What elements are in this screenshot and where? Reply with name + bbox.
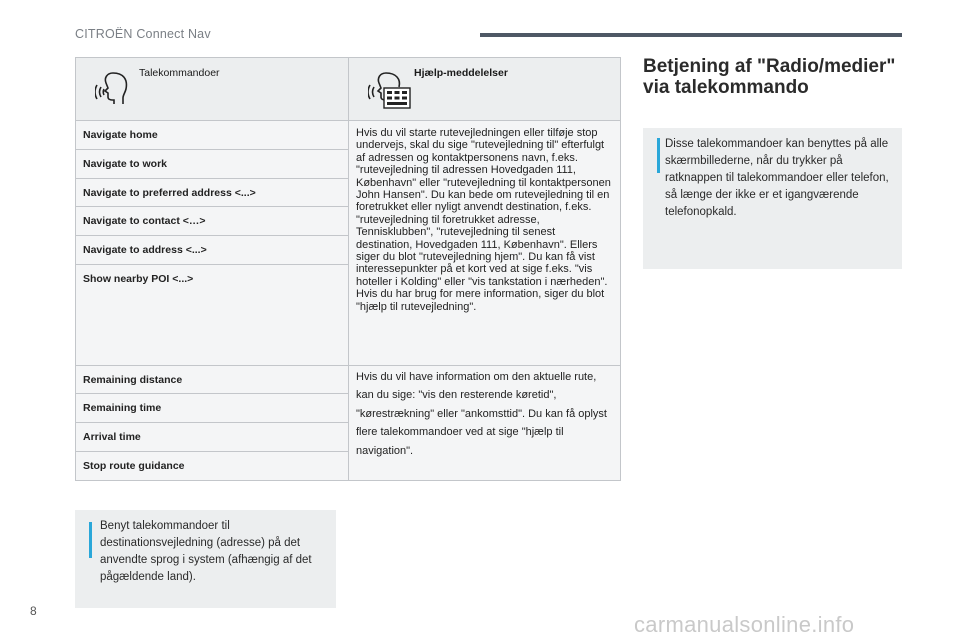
table-header-row bbox=[76, 58, 621, 121]
watermark: carmanualsonline.info bbox=[634, 612, 855, 637]
command-navigate-to-contact: Navigate to contact <…> bbox=[76, 207, 349, 236]
voice-help-icon bbox=[368, 70, 412, 110]
table-header-help bbox=[349, 58, 621, 121]
section-heading: Betjening af "Radio/medier" via talekommando bbox=[643, 56, 896, 98]
info-note-destination bbox=[75, 510, 336, 608]
voice-command-icon bbox=[95, 70, 131, 106]
command-stop-route-guidance: Stop route guidance bbox=[76, 452, 349, 481]
table-header-commands bbox=[76, 58, 349, 121]
command-navigate-to-address: Navigate to address <...> bbox=[76, 236, 349, 265]
commands-column-header: Talekommandoer bbox=[139, 67, 220, 79]
navigation-help-text: Hvis du vil starte rutevejledningen eller tilføje stop undervejs, skal du sige "rutevejledning til" efterfulgt af adressen og kontaktpersonens navn, f.eks. "rutevejledning til adressen Hovedgaden 111, København" eller "rutevejledning til kontaktpersonen John Hansen". Du kan bede om rutevejledning til en foretrukket eller nyligt anvendt destination, f.eks. "rutevejledning til foretrukket adresse, Tennisklubben", "rutevejledning til senest destination, Hovedgaden 111, København". Ellers siger du blot "rutevejledning hjem". Du kan få vist interessepunkter på et kort ved at sige f.eks. "vis hoteller i Kolding" eller "vis tankstation i nærheden". Hvis du har brug for mere information, siger du blot "hjælp til rutevejledning". bbox=[349, 121, 621, 366]
help-column-header: Hjælp-meddelelser bbox=[414, 67, 508, 79]
command-show-nearby-poi: Show nearby POI <...> bbox=[76, 265, 349, 365]
page-number: 8 bbox=[30, 604, 37, 618]
command-remaining-time: Remaining time bbox=[76, 394, 349, 423]
info-note-radio-media bbox=[643, 128, 902, 269]
voice-command-table bbox=[75, 57, 621, 481]
command-remaining-distance: Remaining distance bbox=[76, 365, 349, 394]
info-note-text: Disse talekommandoer kan benyttes på alle skærmbillederne, når du trykker på ratknappen til talekommandoer eller telefon, så længe der ikke er et igangværende telefonopkald. bbox=[665, 138, 889, 218]
info-accent-bar bbox=[89, 522, 92, 558]
header-rule bbox=[480, 33, 902, 37]
info-note-text: Benyt talekommandoer til destinationsvejledning (adresse) på det anvendte sprog i system (afhængig af det pågældende land). bbox=[100, 520, 312, 583]
document-header-title: CITROËN Connect Nav bbox=[75, 27, 211, 41]
command-navigate-to-work: Navigate to work bbox=[76, 149, 349, 178]
table-row bbox=[76, 121, 621, 150]
table-row bbox=[76, 365, 621, 394]
command-navigate-home: Navigate home bbox=[76, 121, 349, 150]
command-arrival-time: Arrival time bbox=[76, 423, 349, 452]
command-navigate-to-preferred-address: Navigate to preferred address <...> bbox=[76, 178, 349, 207]
route-info-help-text: Hvis du vil have information om den aktuelle rute, kan du sige: "vis den resterende køretid", "kørestrækning" eller "ankomsttid". Du kan få oplyst flere talekommandoer ved at sige "hjælp til navigation". bbox=[349, 365, 621, 480]
info-accent-bar bbox=[657, 138, 660, 173]
